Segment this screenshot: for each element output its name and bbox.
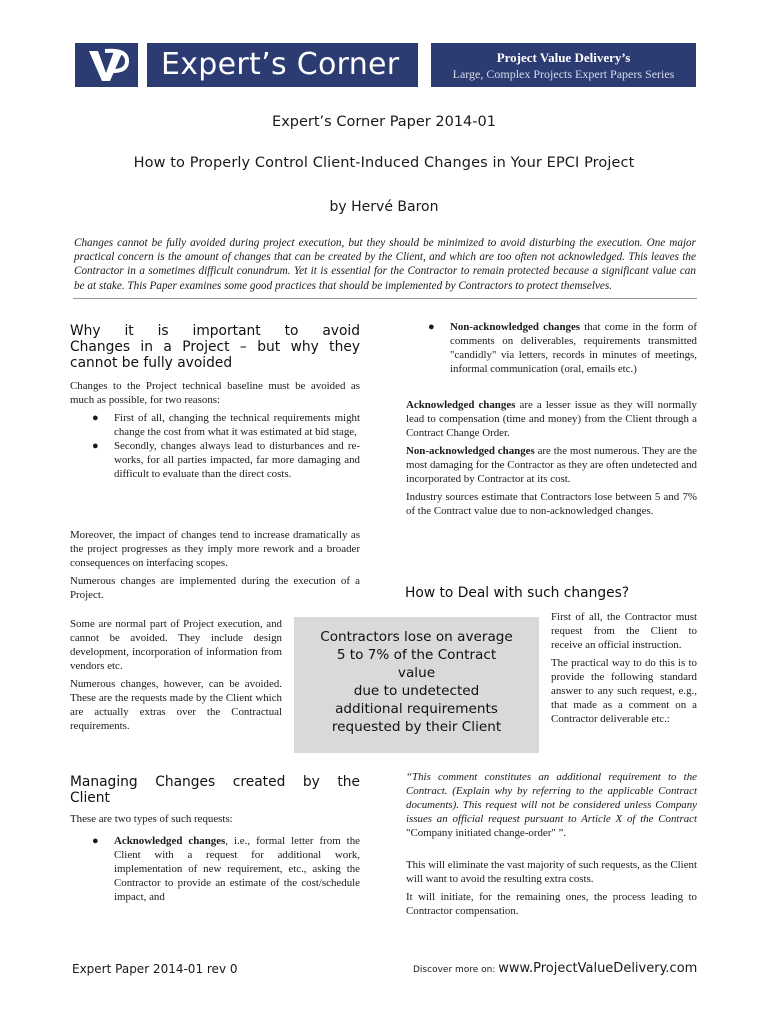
footer-discover-label: Discover more on: [413, 965, 496, 975]
why-body [70, 379, 360, 481]
section-heading-how: How to Deal with such changes? [405, 585, 630, 601]
callout-line: due to undetected [353, 683, 480, 699]
list-item-text: that come in the form of comments on deliverables, requirements transmitted "candidly" via letters, records in minutes of meetings, informal communication (oral, emails etc.) [450, 321, 697, 375]
heading-why-line-1: Why it is important to avoid [70, 323, 360, 339]
section-heading-why [70, 323, 360, 371]
term-non-acknowledged: Non-acknowledged changes [450, 321, 581, 333]
paper-id: Expert’s Corner Paper 2014-01 [272, 114, 496, 130]
paragraph: Changes to the Project technical baseline must be avoided as much as possible, for two reasons: [70, 380, 360, 406]
quote-italic-text: “This comment constitutes an additional requirement to the Contract. (Explain why by referring to the applicable Contract documents). This request will not be considered unless Company issues an official request pursuant to Article X of the Contract [406, 771, 697, 825]
footer-website-link[interactable]: www.ProjectValueDelivery.com [498, 961, 698, 976]
paragraph: Industry sources estimate that Contractors lose between 5 and 7% of the Contract value due to non-acknowledged changes. [406, 491, 697, 517]
paragraph: The practical way to do this is to provide the following standard answer to any such request, e.g., that made as a comment on a Contractor deliverable etc.: [551, 657, 697, 725]
paper-title: How to Properly Control Client-Induced Changes in Your EPCI Project [133, 155, 635, 171]
quote [406, 770, 697, 840]
left-column-middle [70, 528, 360, 606]
callout-line: additional requirements [335, 701, 498, 717]
author: by Hervé Baron [329, 199, 439, 215]
callout-line: 5 to 7% of the Contract [336, 647, 497, 663]
pvd-logo-icon [75, 43, 138, 87]
left-column-top [70, 323, 360, 481]
experts-corner-title: Expert’s Corner [147, 43, 418, 87]
paragraph: Numerous changes are implemented during the execution of a Project. [70, 575, 360, 601]
paragraph [406, 398, 697, 440]
paragraph: These are two types of such requests: [70, 813, 233, 825]
paragraph: Moreover, the impact of changes tend to increase dramatically as the project progresses as they imply more rework and a broader consequences on interfacing scopes. [70, 529, 360, 569]
list-item [70, 411, 360, 439]
paragraph: Numerous changes, however, can be avoided. These are the requests made by the Client which are actually extras over the Contractual requirements. [70, 678, 282, 732]
paragraph: Some are normal part of Project execution, and cannot be avoided. They include design development, incorporation of information from vendors etc. [70, 618, 282, 672]
callout-line: requested by their Client [331, 719, 502, 735]
heading-managing-line-2: Client [70, 790, 110, 806]
term-non-acknowledged: Non-acknowledged changes [406, 445, 535, 457]
callout-line: value [397, 665, 436, 681]
paragraph-text: are the most numerous. They are the most damaging for the Contractor as they are often undetected and incorporated by Contractor at its cost. [406, 445, 697, 485]
callout-line: Contractors lose on average [320, 629, 513, 645]
list-item-text: , i.e., formal letter from the Client with a request for additional work, implementation of new requirement, etc., asking the Contractor to provide an estimate of the cost/schedule impact, and [114, 835, 360, 903]
list-item [406, 320, 697, 376]
right-column-top [406, 320, 697, 522]
right-column-bottom [406, 858, 697, 922]
bullet-icon: ● [92, 440, 99, 452]
right-column-beside-callout [551, 610, 697, 730]
term-acknowledged: Acknowledged changes [114, 835, 226, 847]
abstract: Changes cannot be fully avoided during project execution, but they should be minimized to avoid disturbing the execution. One major practical concern is the amount of changes that can be created by the Client, and which are too often not acknowledged. This leaves the Contractor in a sometimes difficult conundrum. Yet it is essential for the Contractor to remain protected because a significant value can be at stake. This Paper examines some good practices that should be implemented by Contractors to protect themselves. [74, 237, 696, 292]
series-banner [431, 43, 696, 87]
bullet-icon: ● [428, 321, 435, 333]
footer-discover [413, 961, 697, 976]
paragraph: First of all, the Contractor must request from the Client to receive an official instruction. [551, 611, 697, 651]
series-line-2: Large, Complex Projects Expert Papers Series [452, 67, 675, 81]
divider [73, 298, 697, 299]
heading-why-line-2: Changes in a Project – but why they [70, 339, 360, 355]
paragraph-text: are a lesser issue as they will normally lead to compensation (time and money) from the Client through a Contract Change Order. [406, 399, 697, 439]
footer-paper-revision: Expert Paper 2014-01 rev 0 [72, 962, 238, 976]
section-heading-managing [70, 774, 360, 806]
list-item-text: Secondly, changes always lead to disturbances and re-works, for all parties impacted, far more damaging and difficult to evaluate than the direct costs. [114, 440, 360, 480]
bullet-icon: ● [92, 835, 99, 847]
standard-answer-quote [406, 770, 697, 844]
bullet-icon: ● [92, 412, 99, 424]
heading-managing-line-1: Managing Changes created by the [70, 774, 360, 790]
list-item-text: First of all, changing the technical requirements might change the cost from what it was estimated at bid stage, [114, 412, 360, 438]
left-column-bottom [70, 774, 360, 904]
list-item [70, 439, 360, 481]
left-column-beside-callout [70, 617, 282, 737]
series-line-1: Project Value Delivery’s [496, 50, 631, 65]
paragraph: This will eliminate the vast majority of such requests, as the Client will want to avoid the resulting extra costs. [406, 859, 697, 885]
heading-why-line-3: cannot be fully avoided [70, 355, 233, 371]
company-logo [75, 43, 138, 87]
paragraph: It will initiate, for the remaining ones, the process leading to Contractor compensation. [406, 891, 697, 917]
quote-plain-text: "Company initiated change-order" ”. [406, 827, 567, 839]
managing-body [70, 812, 360, 904]
paragraph [406, 444, 697, 486]
callout-box [294, 617, 539, 753]
term-acknowledged: Acknowledged changes [406, 399, 516, 411]
list-item [70, 834, 360, 904]
